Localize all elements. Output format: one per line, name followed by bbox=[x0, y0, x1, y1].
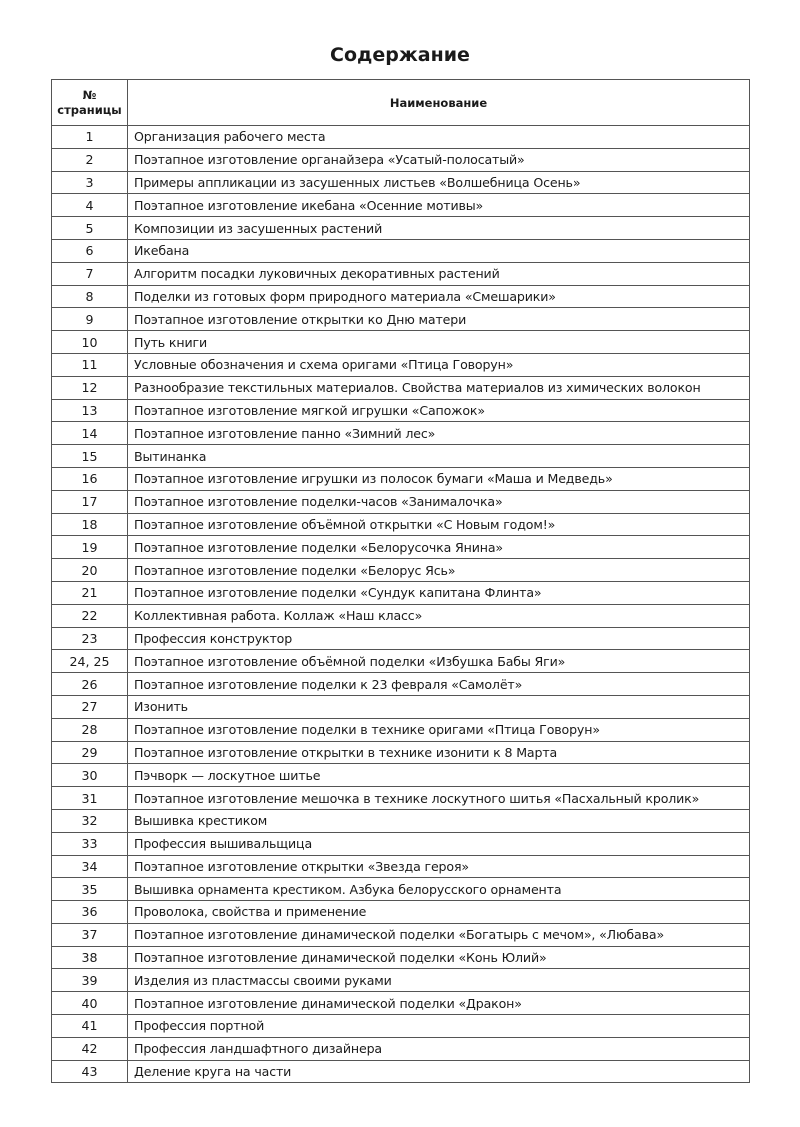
topic-name-cell: Поэтапное изготовление объёмной поделки «Избушка Бабы Яги» bbox=[128, 650, 750, 673]
page-title: Содержание bbox=[330, 44, 470, 66]
table-row bbox=[52, 353, 750, 376]
table-row bbox=[52, 581, 750, 604]
topic-name-cell: Поэтапное изготовление поделки к 23 февраля «Самолёт» bbox=[128, 673, 750, 696]
topic-name-cell: Коллективная работа. Коллаж «Наш класс» bbox=[128, 604, 750, 627]
contents-table bbox=[51, 79, 750, 1083]
page-number-cell: 16 bbox=[52, 467, 128, 490]
table-row bbox=[52, 627, 750, 650]
table-row bbox=[52, 832, 750, 855]
page-number-cell: 12 bbox=[52, 376, 128, 399]
page-number-cell: 26 bbox=[52, 673, 128, 696]
page-number-cell: 43 bbox=[52, 1060, 128, 1083]
topic-name-cell: Профессия портной bbox=[128, 1015, 750, 1038]
table-row bbox=[52, 901, 750, 924]
page-number-cell: 36 bbox=[52, 901, 128, 924]
topic-name-cell: Пэчворк — лоскутное шитье bbox=[128, 764, 750, 787]
topic-name-cell: Поэтапное изготовление мешочка в технике лоскутного шитья «Пасхальный кролик» bbox=[128, 787, 750, 810]
topic-name-cell: Поэтапное изготовление открытки «Звезда героя» bbox=[128, 855, 750, 878]
topic-name-cell: Поделки из готовых форм природного материала «Смешарики» bbox=[128, 285, 750, 308]
table-row bbox=[52, 445, 750, 468]
page-number-cell: 41 bbox=[52, 1015, 128, 1038]
table-row bbox=[52, 126, 750, 149]
table-row bbox=[52, 536, 750, 559]
topic-name-cell: Поэтапное изготовление поделки «Белорусочка Янина» bbox=[128, 536, 750, 559]
topic-name-cell: Поэтапное изготовление динамической поделки «Богатырь с мечом», «Любава» bbox=[128, 923, 750, 946]
page-number-cell: 6 bbox=[52, 239, 128, 262]
table-row bbox=[52, 741, 750, 764]
page-number-cell: 14 bbox=[52, 422, 128, 445]
page-number-cell: 42 bbox=[52, 1037, 128, 1060]
table-row bbox=[52, 946, 750, 969]
page-number-cell: 1 bbox=[52, 126, 128, 149]
topic-name-cell: Проволока, свойства и применение bbox=[128, 901, 750, 924]
table-row bbox=[52, 399, 750, 422]
table-row bbox=[52, 878, 750, 901]
table-row bbox=[52, 855, 750, 878]
table-row bbox=[52, 376, 750, 399]
page-number-cell: 9 bbox=[52, 308, 128, 331]
topic-name-cell: Поэтапное изготовление открытки ко Дню матери bbox=[128, 308, 750, 331]
topic-name-cell: Деление круга на части bbox=[128, 1060, 750, 1083]
topic-name-cell: Примеры аппликации из засушенных листьев «Волшебница Осень» bbox=[128, 171, 750, 194]
topic-name-cell: Поэтапное изготовление динамической поделки «Конь Юлий» bbox=[128, 946, 750, 969]
topic-name-cell: Профессия ландшафтного дизайнера bbox=[128, 1037, 750, 1060]
table-row bbox=[52, 148, 750, 171]
page-number-cell: 31 bbox=[52, 787, 128, 810]
topic-name-cell: Организация рабочего места bbox=[128, 126, 750, 149]
topic-name-cell: Вышивка крестиком bbox=[128, 809, 750, 832]
table-row bbox=[52, 787, 750, 810]
topic-name-cell: Поэтапное изготовление органайзера «Усатый-полосатый» bbox=[128, 148, 750, 171]
page-number-cell: 24, 25 bbox=[52, 650, 128, 673]
topic-name-cell: Путь книги bbox=[128, 331, 750, 354]
topic-name-cell: Поэтапное изготовление мягкой игрушки «Сапожок» bbox=[128, 399, 750, 422]
page-number-cell: 18 bbox=[52, 513, 128, 536]
page-number-cell: 39 bbox=[52, 969, 128, 992]
topic-name-cell: Профессия вышивальщица bbox=[128, 832, 750, 855]
page-number-header bbox=[52, 80, 128, 126]
page-number-cell: 29 bbox=[52, 741, 128, 764]
topic-name-cell: Условные обозначения и схема оригами «Птица Говорун» bbox=[128, 353, 750, 376]
topic-name-cell: Композиции из засушенных растений bbox=[128, 217, 750, 240]
page-number-cell: 2 bbox=[52, 148, 128, 171]
page-number-cell: 33 bbox=[52, 832, 128, 855]
table-row bbox=[52, 650, 750, 673]
table-row bbox=[52, 718, 750, 741]
topic-name-cell: Поэтапное изготовление панно «Зимний лес» bbox=[128, 422, 750, 445]
topic-name-cell: Поэтапное изготовление открытки в технике изонити к 8 Марта bbox=[128, 741, 750, 764]
table-row bbox=[52, 331, 750, 354]
page-word: страницы bbox=[57, 102, 122, 117]
topic-name-cell: Икебана bbox=[128, 239, 750, 262]
table-row bbox=[52, 673, 750, 696]
table-row bbox=[52, 422, 750, 445]
table-row bbox=[52, 695, 750, 718]
page-number-cell: 32 bbox=[52, 809, 128, 832]
page-number-cell: 7 bbox=[52, 262, 128, 285]
page-number-cell: 10 bbox=[52, 331, 128, 354]
table-row bbox=[52, 923, 750, 946]
table-row bbox=[52, 308, 750, 331]
table-row bbox=[52, 559, 750, 582]
page-number-cell: 8 bbox=[52, 285, 128, 308]
page-number-cell: 35 bbox=[52, 878, 128, 901]
page-number-cell: 28 bbox=[52, 718, 128, 741]
page-number-cell: 13 bbox=[52, 399, 128, 422]
table-row bbox=[52, 285, 750, 308]
topic-name-cell: Алгоритм посадки луковичных декоративных растений bbox=[128, 262, 750, 285]
page-number-cell: 30 bbox=[52, 764, 128, 787]
page-number-cell: 21 bbox=[52, 581, 128, 604]
page-number-cell: 5 bbox=[52, 217, 128, 240]
table-row bbox=[52, 239, 750, 262]
table-row bbox=[52, 490, 750, 513]
table-row bbox=[52, 969, 750, 992]
topic-name-cell: Вышивка орнамента крестиком. Азбука белорусского орнамента bbox=[128, 878, 750, 901]
number-sign: № bbox=[82, 87, 97, 102]
page-number-cell: 38 bbox=[52, 946, 128, 969]
topic-name-cell: Изонить bbox=[128, 695, 750, 718]
table-row bbox=[52, 513, 750, 536]
page-number-cell: 3 bbox=[52, 171, 128, 194]
page-number-cell: 4 bbox=[52, 194, 128, 217]
page-number-cell: 19 bbox=[52, 536, 128, 559]
page-number-cell: 22 bbox=[52, 604, 128, 627]
topic-name-cell: Поэтапное изготовление поделки «Сундук капитана Флинта» bbox=[128, 581, 750, 604]
table-row bbox=[52, 604, 750, 627]
table-row bbox=[52, 194, 750, 217]
topic-name-cell: Поэтапное изготовление поделки-часов «Занималочка» bbox=[128, 490, 750, 513]
topic-name-cell: Поэтапное изготовление динамической поделки «Дракон» bbox=[128, 992, 750, 1015]
topic-name-cell: Изделия из пластмассы своими руками bbox=[128, 969, 750, 992]
table-row bbox=[52, 1060, 750, 1083]
page-number-cell: 37 bbox=[52, 923, 128, 946]
page-number-cell: 23 bbox=[52, 627, 128, 650]
page-number-cell: 17 bbox=[52, 490, 128, 513]
name-header: Наименование bbox=[128, 80, 750, 126]
table-row bbox=[52, 809, 750, 832]
topic-name-cell: Вытинанка bbox=[128, 445, 750, 468]
page-number-cell: 15 bbox=[52, 445, 128, 468]
topic-name-cell: Поэтапное изготовление игрушки из полосок бумаги «Маша и Медведь» bbox=[128, 467, 750, 490]
topic-name-cell: Разнообразие текстильных материалов. Свойства материалов из химических волокон bbox=[128, 376, 750, 399]
table-row bbox=[52, 467, 750, 490]
table-row bbox=[52, 262, 750, 285]
table-row bbox=[52, 171, 750, 194]
page-number-cell: 27 bbox=[52, 695, 128, 718]
page-number-cell: 34 bbox=[52, 855, 128, 878]
topic-name-cell: Профессия конструктор bbox=[128, 627, 750, 650]
topic-name-cell: Поэтапное изготовление поделки «Белорус Ясь» bbox=[128, 559, 750, 582]
page-number-cell: 11 bbox=[52, 353, 128, 376]
table-row bbox=[52, 992, 750, 1015]
table-row bbox=[52, 764, 750, 787]
table-row bbox=[52, 1015, 750, 1038]
page-number-cell: 40 bbox=[52, 992, 128, 1015]
page-number-cell: 20 bbox=[52, 559, 128, 582]
topic-name-cell: Поэтапное изготовление объёмной открытки «С Новым годом!» bbox=[128, 513, 750, 536]
topic-name-cell: Поэтапное изготовление икебана «Осенние мотивы» bbox=[128, 194, 750, 217]
table-header-row bbox=[52, 80, 750, 126]
table-row bbox=[52, 217, 750, 240]
table-row bbox=[52, 1037, 750, 1060]
topic-name-cell: Поэтапное изготовление поделки в технике оригами «Птица Говорун» bbox=[128, 718, 750, 741]
contents-body bbox=[52, 126, 750, 1083]
